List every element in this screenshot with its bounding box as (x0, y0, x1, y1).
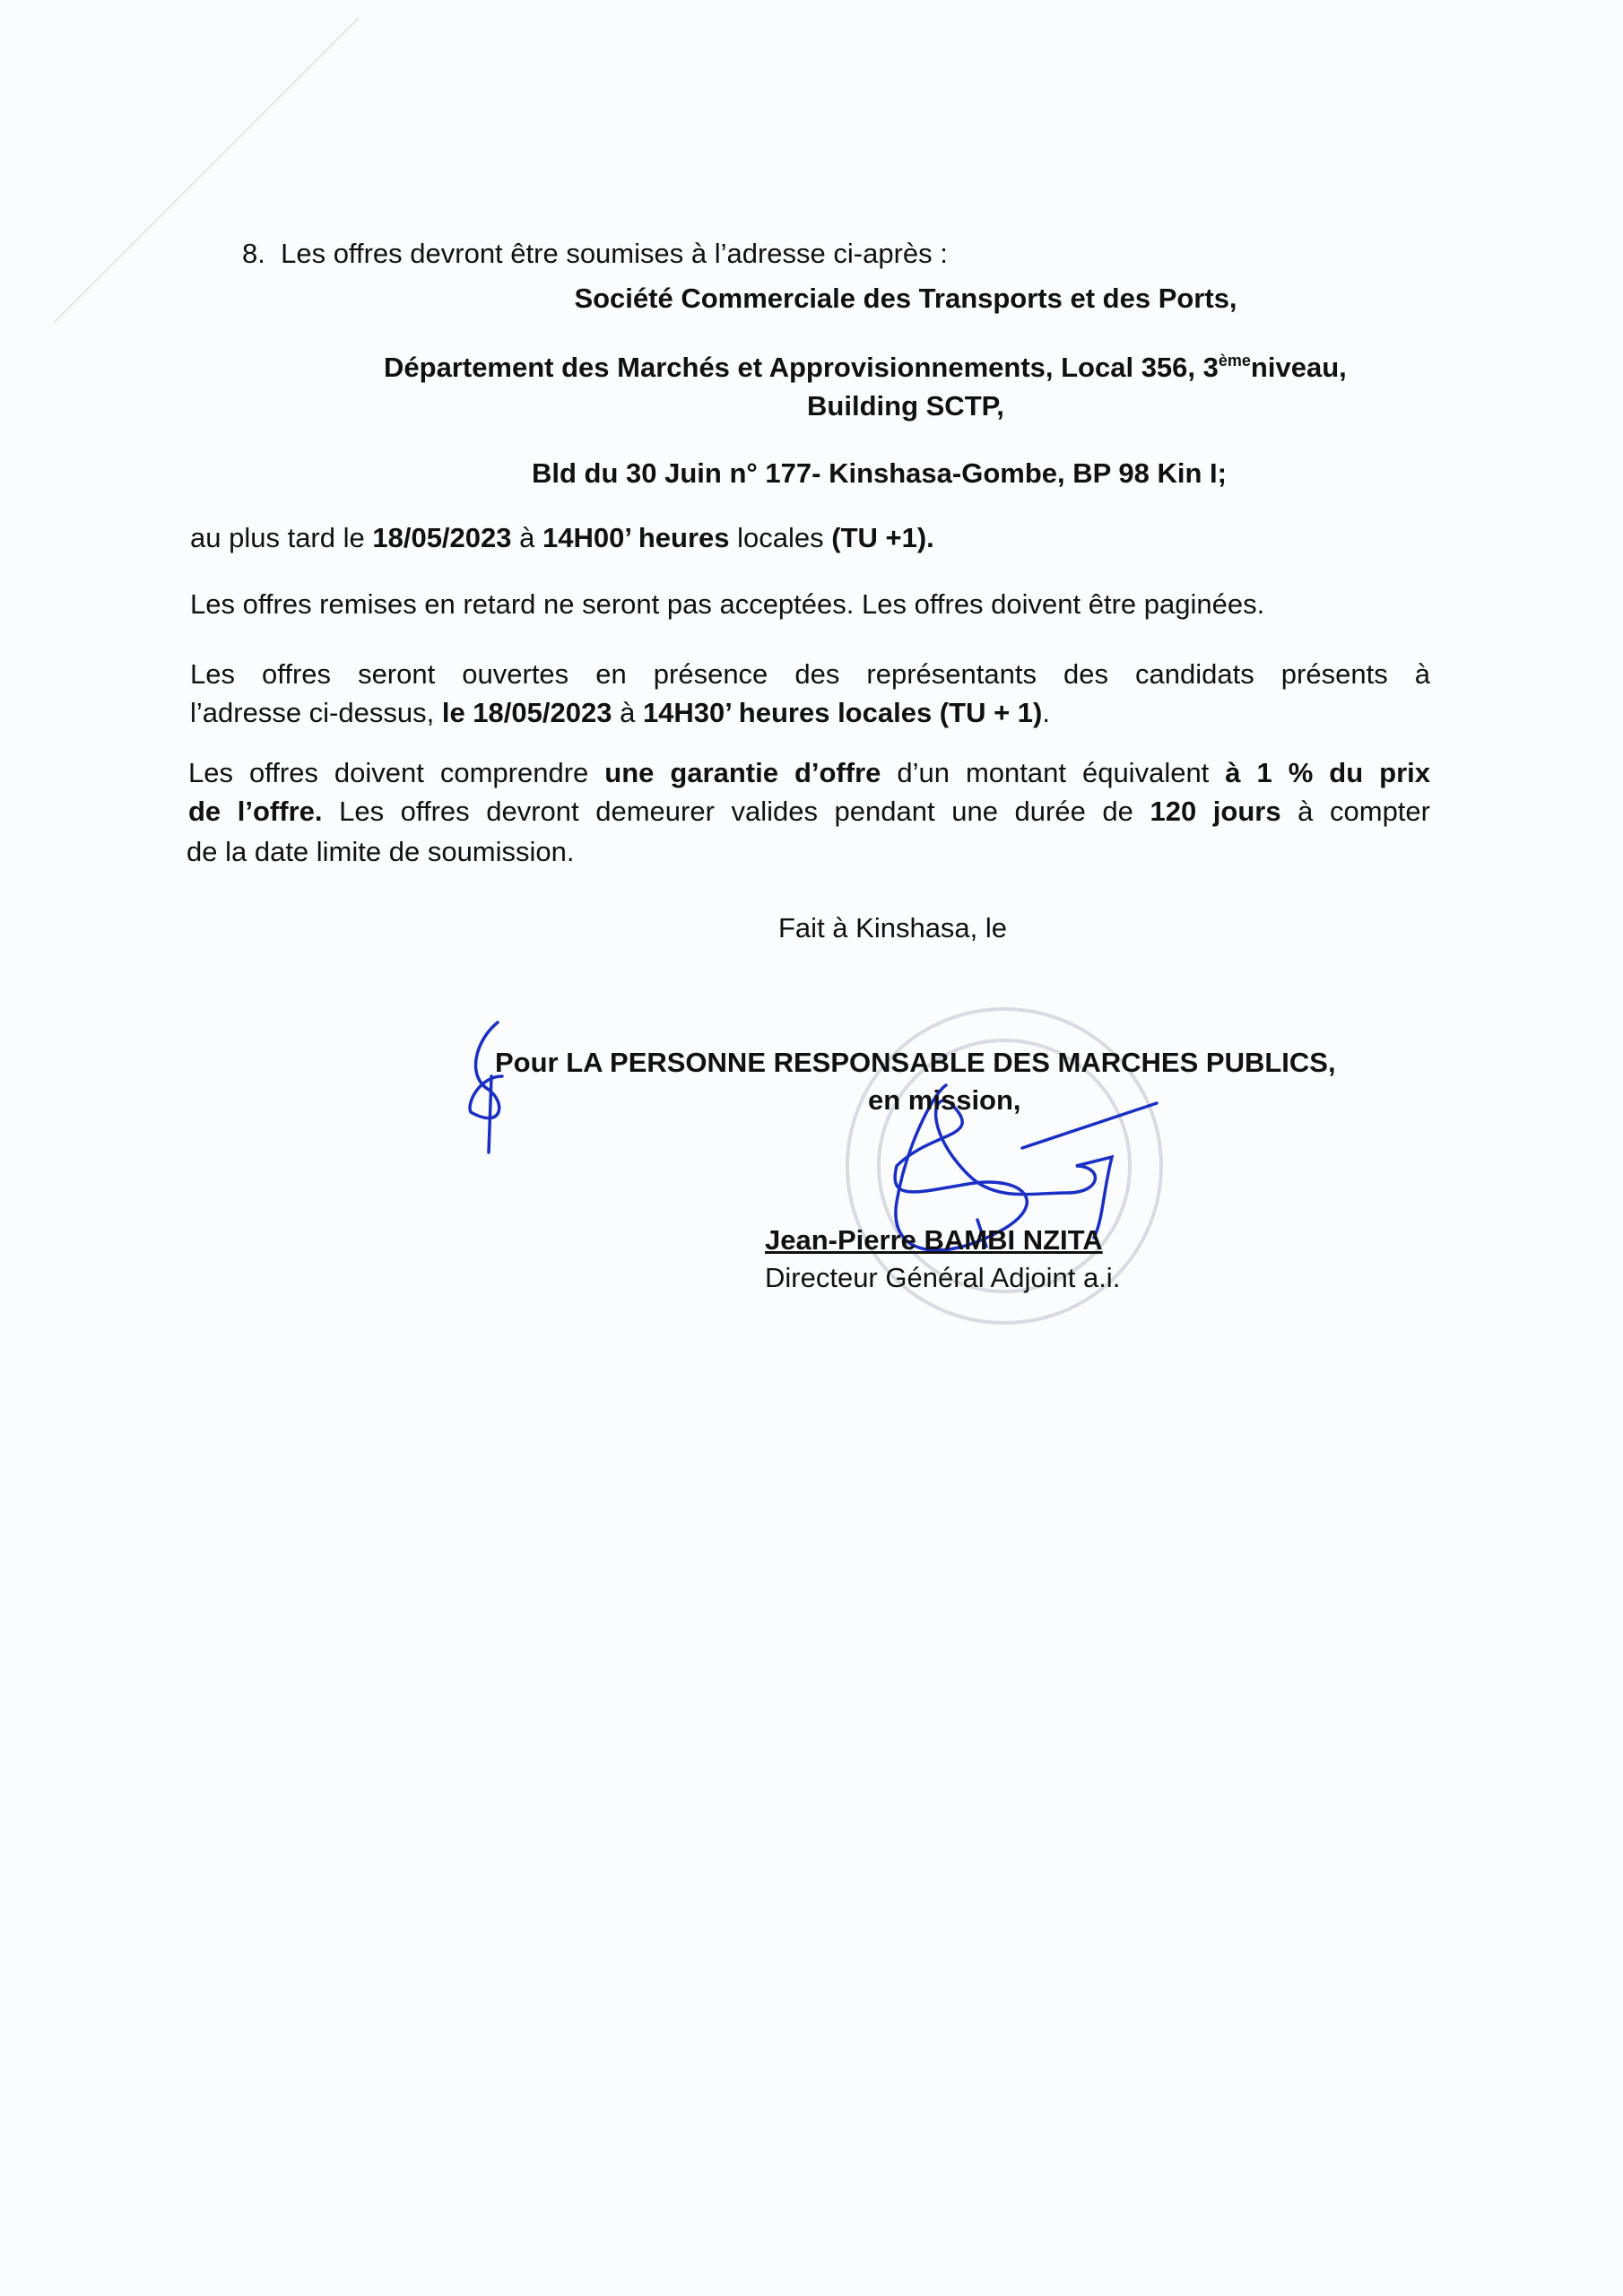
opening-line-2 (190, 697, 1050, 729)
deadline-suffix: locales (729, 522, 832, 553)
guarantee-offer: de l’offre. (188, 796, 323, 827)
opening-line-1: Les offres seront ouvertes en présence des représentants des candidats présents à (190, 658, 1430, 690)
item-8-intro (242, 238, 948, 270)
place-date: Fait à Kinshasa, le (778, 912, 1008, 944)
guarantee-line-2 (188, 796, 1430, 828)
opening-pre: l’adresse ci-dessus, (190, 697, 442, 728)
signatory-title: Directeur Général Adjoint a.i. (765, 1262, 1121, 1293)
signatory-for-line: Pour LA PERSONNE RESPONSABLE DES MARCHES PUBLICS, (495, 1047, 1336, 1078)
deadline-mid: à (511, 522, 542, 553)
address-line-street: Bld du 30 Juin n° 177- Kinshasa-Gombe, BP 98 Kin I; (532, 457, 1227, 489)
intro-text: Les offres devront être soumises à l’adresse ci-après : (281, 238, 948, 269)
opening-end: . (1042, 697, 1050, 728)
deadline-date: 18/05/2023 (372, 522, 512, 553)
address-line-department (384, 352, 1347, 384)
scan-crease-line (54, 18, 359, 323)
validity-text: Les offres devront demeurer valides pendant une durée de (339, 796, 1150, 827)
floor-text: niveau, (1250, 352, 1347, 383)
guarantee-amount: à 1 % du prix (1225, 757, 1430, 788)
opening-mid: à (612, 697, 643, 728)
late-notice: Les offres remises en retard ne seront pas acceptées. Les offres doivent être paginées. (190, 588, 1265, 620)
floor-superscript: ème (1218, 352, 1251, 370)
address-line-building: Building SCTP, (807, 390, 1004, 422)
signatory-mission: en mission, (868, 1084, 1021, 1116)
guarantee-type: une garantie d’offre (604, 757, 881, 788)
validity-end: à compter (1298, 796, 1430, 827)
deadline-time: 14H00’ heures (542, 522, 730, 553)
guarantee-line-1 (188, 757, 1430, 789)
address-line-company: Société Commerciale des Transports et des Ports, (574, 283, 1237, 314)
guarantee-mid: d’un montant équivalent (897, 757, 1226, 788)
item-number: 8. (242, 238, 265, 269)
signatory-name: Jean-Pierre BAMBI NZITA (765, 1224, 1103, 1256)
department-text: Département des Marchés et Approvisionnements, Local 356, 3 (384, 352, 1219, 383)
deadline-timezone: (TU +1). (831, 522, 934, 553)
guarantee-pre: Les offres doivent comprendre (188, 757, 605, 788)
opening-time: 14H30’ heures locales (TU + 1) (642, 697, 1043, 728)
guarantee-line-3: de la date limite de soumission. (187, 836, 575, 867)
validity-days: 120 jours (1150, 796, 1281, 827)
opening-date: le 18/05/2023 (441, 697, 612, 728)
deadline-line (190, 522, 934, 554)
deadline-prefix: au plus tard le (190, 522, 373, 553)
